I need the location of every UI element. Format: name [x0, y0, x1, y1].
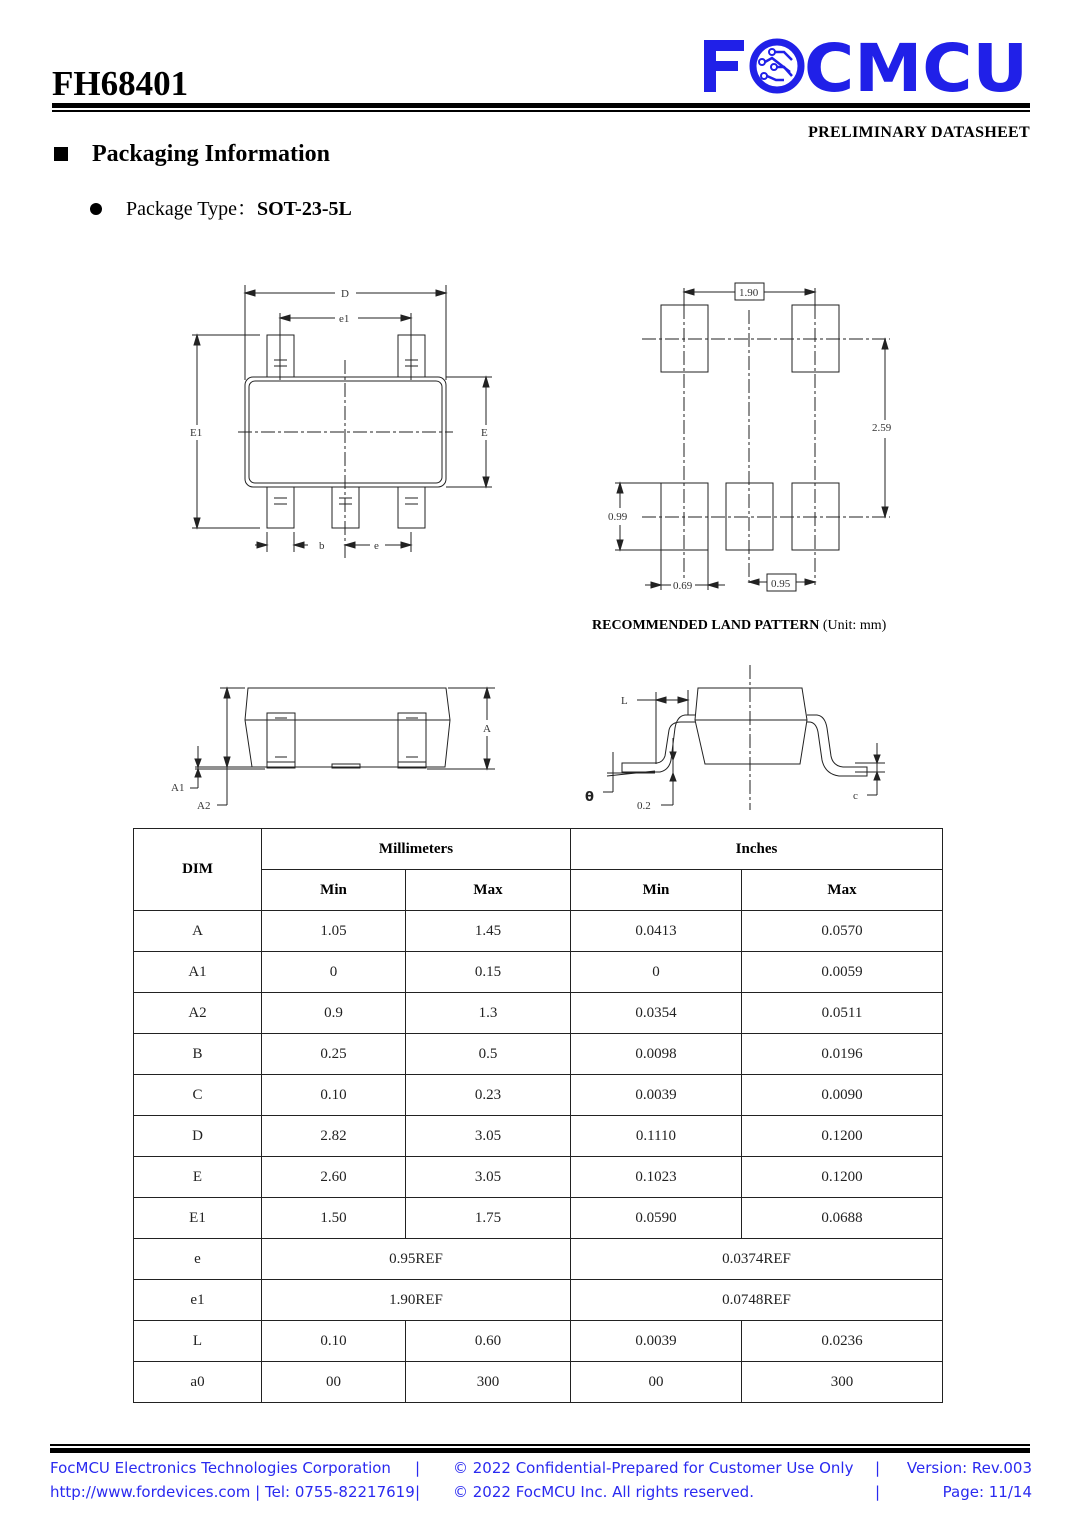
header-rule-thin [52, 110, 1030, 112]
label-row-spacing: 2.59 [872, 422, 892, 434]
land-pattern-caption-unit: (Unit: mm) [822, 618, 887, 633]
in-min-cell: 0.0413 [571, 911, 742, 952]
label-D: D [341, 288, 349, 300]
table-row [134, 1075, 943, 1116]
table-row [134, 1034, 943, 1075]
end-view-diagram [585, 660, 895, 820]
mm-max-cell: 0.23 [406, 1075, 571, 1116]
mm-ref-cell: 0.95REF [262, 1239, 571, 1280]
round-bullet-icon [90, 203, 102, 215]
table-row [134, 1239, 943, 1280]
label-pad-height: 0.99 [608, 511, 628, 523]
label-pitch: 0.95 [771, 578, 791, 590]
in-ref-cell: 0.0748REF [571, 1280, 943, 1321]
table-row [134, 952, 943, 993]
label-E: E [481, 427, 488, 439]
dim-cell: D [134, 1116, 262, 1157]
header-dim: DIM [134, 829, 262, 911]
table-row [134, 1198, 943, 1239]
dim-cell: A2 [134, 993, 262, 1034]
section-heading [52, 140, 330, 168]
mm-min-cell: 0.10 [262, 1321, 406, 1362]
dim-cell: L [134, 1321, 262, 1362]
dim-cell: A [134, 911, 262, 952]
label-gauge: 0.2 [637, 800, 651, 812]
in-ref-cell: 0.0374REF [571, 1239, 943, 1280]
table-row [134, 993, 943, 1034]
in-max-cell: 300 [742, 1362, 943, 1403]
in-min-cell: 0 [571, 952, 742, 993]
dim-cell: C [134, 1075, 262, 1116]
dim-cell: E [134, 1157, 262, 1198]
package-type-line [90, 196, 352, 222]
square-bullet-icon [54, 147, 68, 161]
land-pattern-caption [592, 618, 886, 634]
dim-cell: E1 [134, 1198, 262, 1239]
label-A1: A1 [171, 782, 185, 794]
label-c: c [853, 790, 858, 802]
footer-contact-link[interactable]: http://www.fordevices.com | Tel: 0755-82217619 [50, 1483, 415, 1501]
land-pattern-caption-title: RECOMMENDED LAND PATTERN [592, 618, 820, 633]
header-in-min: Min [571, 870, 742, 911]
document-status-label: PRELIMINARY DATASHEET [808, 124, 1030, 141]
part-number-title: FH68401 [52, 64, 189, 103]
footer-confidential: © 2022 Confidential-Prepared for Customer Use Only [453, 1459, 854, 1477]
footer-separator: | [415, 1483, 421, 1501]
in-min-cell: 0.0098 [571, 1034, 742, 1075]
in-max-cell: 0.0570 [742, 911, 943, 952]
in-max-cell: 0.0090 [742, 1075, 943, 1116]
label-A: A [483, 723, 491, 735]
table-row [134, 911, 943, 952]
label-b: b [319, 540, 325, 552]
in-max-cell: 0.1200 [742, 1116, 943, 1157]
focmcu-logo [700, 32, 1030, 98]
label-pitch-wide: 1.90 [739, 287, 759, 299]
mm-min-cell: 0.10 [262, 1075, 406, 1116]
mm-max-cell: 300 [406, 1362, 571, 1403]
label-e1: e1 [339, 313, 350, 325]
in-max-cell: 0.0196 [742, 1034, 943, 1075]
dim-cell: B [134, 1034, 262, 1075]
side-view-diagram [165, 680, 505, 820]
dim-cell: e [134, 1239, 262, 1280]
mm-min-cell: 0.9 [262, 993, 406, 1034]
header-inches: Inches [571, 829, 943, 870]
package-type-value: SOT-23-5L [256, 198, 352, 220]
label-A2: A2 [197, 800, 211, 812]
label-e: e [374, 540, 379, 552]
dim-cell: e1 [134, 1280, 262, 1321]
header-in-max: Max [742, 870, 943, 911]
label-L: L [621, 695, 628, 707]
in-max-cell: 0.0688 [742, 1198, 943, 1239]
in-min-cell: 0.0039 [571, 1321, 742, 1362]
table-row [134, 1321, 943, 1362]
footer-company: FocMCU Electronics Technologies Corporation [50, 1459, 391, 1477]
dimensions-table [133, 828, 943, 1403]
header-rule [52, 103, 1030, 108]
package-type-label: Package Type： [126, 198, 257, 220]
footer-separator: | [415, 1459, 421, 1477]
footer-rule-thin [50, 1444, 1030, 1446]
mm-min-cell: 0 [262, 952, 406, 993]
mm-max-cell: 3.05 [406, 1157, 571, 1198]
mm-min-cell: 1.05 [262, 911, 406, 952]
dim-cell: A1 [134, 952, 262, 993]
table-row [134, 1116, 943, 1157]
mm-max-cell: 3.05 [406, 1116, 571, 1157]
footer-separator: | [875, 1459, 881, 1477]
dim-cell: a0 [134, 1362, 262, 1403]
footer-rights: © 2022 FocMCU Inc. All rights reserved. [453, 1483, 754, 1501]
mm-min-cell: 0.25 [262, 1034, 406, 1075]
table-row [134, 1280, 943, 1321]
land-pattern-diagram [600, 280, 900, 600]
label-E1: E1 [190, 427, 203, 439]
top-view-diagram [180, 280, 510, 560]
footer-separator: | [875, 1483, 881, 1501]
in-max-cell: 0.0059 [742, 952, 943, 993]
mm-max-cell: 1.45 [406, 911, 571, 952]
in-max-cell: 0.0511 [742, 993, 943, 1034]
label-theta: θ [585, 790, 594, 805]
table-header-row [134, 829, 943, 870]
mm-max-cell: 1.3 [406, 993, 571, 1034]
in-min-cell: 0.0039 [571, 1075, 742, 1116]
mm-min-cell: 2.82 [262, 1116, 406, 1157]
header-mm-min: Min [262, 870, 406, 911]
footer-version: Version: Rev.003 [906, 1459, 1032, 1477]
mm-ref-cell: 1.90REF [262, 1280, 571, 1321]
in-min-cell: 0.1023 [571, 1157, 742, 1198]
footer-page-number: Page: 11/14 [942, 1483, 1032, 1501]
label-pad-width: 0.69 [673, 580, 693, 592]
svg-text:CMCU: CMCU [804, 32, 1028, 98]
in-max-cell: 0.1200 [742, 1157, 943, 1198]
mm-max-cell: 0.5 [406, 1034, 571, 1075]
section-title: Packaging Information [92, 141, 331, 167]
in-min-cell: 0.1110 [571, 1116, 742, 1157]
mm-min-cell: 1.50 [262, 1198, 406, 1239]
header-mm-max: Max [406, 870, 571, 911]
mm-max-cell: 0.15 [406, 952, 571, 993]
table-row [134, 1362, 943, 1403]
in-max-cell: 0.0236 [742, 1321, 943, 1362]
mm-max-cell: 1.75 [406, 1198, 571, 1239]
mm-min-cell: 2.60 [262, 1157, 406, 1198]
mm-min-cell: 00 [262, 1362, 406, 1403]
circuit-logo-icon [753, 42, 801, 90]
in-min-cell: 0.0354 [571, 993, 742, 1034]
in-min-cell: 0.0590 [571, 1198, 742, 1239]
footer-rule [50, 1448, 1030, 1453]
table-row [134, 1157, 943, 1198]
mm-max-cell: 0.60 [406, 1321, 571, 1362]
header-millimeters: Millimeters [262, 829, 571, 870]
in-min-cell: 00 [571, 1362, 742, 1403]
